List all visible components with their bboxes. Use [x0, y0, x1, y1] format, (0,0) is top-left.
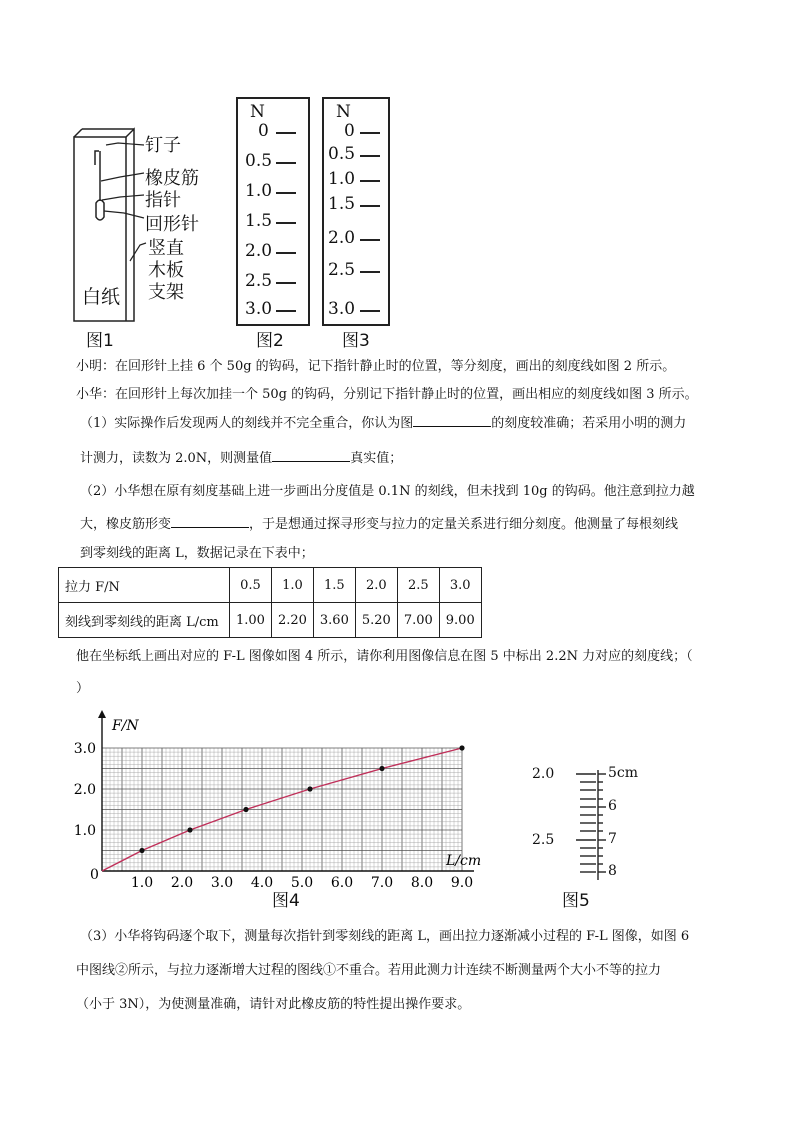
- q1-part-b: 的刻度较准确；若采用小明的测力: [491, 416, 687, 431]
- y-tick-label: 2.0: [73, 782, 96, 798]
- data-table: [58, 567, 482, 638]
- fig2-tick-line: [276, 282, 296, 284]
- x-tick-label: 8.0: [410, 875, 434, 891]
- fig2-tick-line: [276, 222, 296, 224]
- xiaoming-text: 小明：在回形针上挂 6 个 50g 的钩码，记下指针静止时的位置，等分刻度，画出的刻度线如图 2 所示。: [76, 359, 676, 374]
- fig5-caption: 图5: [562, 891, 590, 911]
- table-cell: 5.20: [355, 603, 397, 638]
- xiaohua-text: 小华：在回形针上每次加挂一个 50g 的钩码，分别记下指针静止时的位置，画出相应的刻度线如图 3 所示。: [76, 387, 698, 402]
- fig1-caption: 图1: [86, 331, 114, 351]
- fig2-unit: N: [250, 102, 265, 122]
- fig2-tick: 2.5: [245, 271, 273, 291]
- question-2-line-3: 到零刻线的距离 L，数据记录在下表中；: [80, 546, 314, 561]
- fig2-tick: 3.0: [245, 299, 273, 319]
- table-cell: 2.0: [355, 568, 397, 603]
- fig3-tick-line: [360, 155, 380, 157]
- data-point: [139, 848, 144, 853]
- fig2-tick-line: [276, 252, 296, 254]
- fig5-cm-7: 7: [608, 831, 617, 847]
- y-tick-label: 1.0: [73, 823, 96, 839]
- fig3-tick: 1.5: [328, 194, 356, 214]
- stand-label: 支架: [148, 282, 184, 302]
- table-cell: 1.0: [271, 568, 313, 603]
- fig3-tick-line: [360, 180, 380, 182]
- y-axis-label: F/N: [112, 718, 139, 734]
- y-axis-arrow: [98, 710, 106, 718]
- fig3-tick-line: [360, 310, 380, 312]
- q2-part-b: 大，橡皮筋形变: [80, 517, 172, 532]
- fig2-tick: 1.0: [245, 181, 273, 201]
- figure-3-scale: [322, 97, 390, 326]
- vertical-label: 竖直: [148, 238, 184, 258]
- table-cell: 0.5: [230, 568, 272, 603]
- fig3-tick-line: [360, 239, 380, 241]
- data-point: [459, 745, 464, 750]
- q2-part-c: ，于是想通过探寻形变与拉力的定量关系进行细分刻度。他测量了每根刻线: [249, 517, 679, 532]
- fig3-tick: 3.0: [328, 299, 356, 319]
- table-head: 拉力 F/N: [59, 568, 230, 603]
- fig3-tick-line: [360, 271, 380, 273]
- table-cell: 1.00: [230, 603, 272, 638]
- fig2-tick-line: [276, 132, 296, 134]
- question-3-line-1: （3）小华将钩码逐个取下，测量每次指针到零刻线的距离 L，画出拉力逐渐减小过程的 F-L 图像，如图 6: [80, 929, 690, 944]
- table-head: 刻线到零刻线的距离 L/cm: [59, 603, 230, 638]
- question-2-line-1: （2）小华想在原有刻度基础上进一步画出分度值是 0.1N 的刻线，但未找到 10g 的钩码。他注意到拉力越: [80, 484, 695, 499]
- fig3-tick: 0.5: [328, 144, 356, 164]
- table-cell: 3.60: [313, 603, 355, 638]
- x-tick-label: 3.0: [210, 875, 234, 891]
- fig2-tick: 0: [258, 121, 269, 141]
- fig3-caption: 图3: [342, 331, 370, 351]
- fig3-unit: N: [336, 102, 351, 122]
- question-2-line-4: 他在坐标纸上画出对应的 F-L 图像如图 4 所示，请你利用图像信息在图 5 中标出 2.2N 力对应的刻度线；（: [76, 649, 693, 664]
- table-cell: 3.0: [439, 568, 481, 603]
- x-tick-label: 2.0: [170, 875, 194, 891]
- x-tick-label: 1.0: [130, 875, 154, 891]
- q1-part-d: 真实值；: [350, 451, 403, 466]
- fig3-tick: 1.0: [328, 169, 356, 189]
- fig2-tick: 1.5: [245, 211, 273, 231]
- data-point: [187, 827, 192, 832]
- question-1-line-1: [80, 414, 760, 433]
- fig3-tick-line: [360, 205, 380, 207]
- fig3-tick-line: [360, 132, 380, 134]
- data-point: [243, 807, 248, 812]
- x-tick-label: 9.0: [450, 875, 474, 891]
- table-cell: 2.20: [271, 603, 313, 638]
- answer-blank[interactable]: [272, 449, 350, 462]
- data-point: [307, 786, 312, 791]
- fig4-chart: [73, 708, 482, 908]
- fig5-cm-8: 8: [608, 863, 617, 879]
- table-row: [59, 603, 482, 638]
- q1-part-c: 计测力，读数为 2.0N，则测量值: [80, 451, 273, 466]
- fig3-tick: 2.0: [328, 228, 356, 248]
- pointer-label: 指针: [145, 190, 181, 210]
- question-2-line-2: [80, 515, 760, 534]
- fig2-tick: 0.5: [245, 151, 273, 171]
- fig5-cm-5: 5cm: [608, 765, 639, 781]
- question-1-line-2: [80, 449, 760, 468]
- q1-part-a: （1）实际操作后发现两人的刻线并不完全重合，你认为图: [80, 416, 414, 431]
- fig5-label-2-5: 2.5: [532, 832, 555, 848]
- table-cell: 9.00: [439, 603, 481, 638]
- table-row: [59, 568, 482, 603]
- fig2-tick-line: [276, 192, 296, 194]
- fig2-tick: 2.0: [245, 241, 273, 261]
- fig3-tick: 0: [344, 121, 355, 141]
- x-axis-label: L/cm: [446, 853, 482, 869]
- nail-label: 钉子: [145, 135, 181, 155]
- answer-blank[interactable]: [171, 515, 249, 528]
- fig5-label-2-0: 2.0: [532, 766, 555, 782]
- paper-label: 白纸: [82, 287, 121, 308]
- fig2-caption: 图2: [256, 331, 284, 351]
- table-cell: 1.5: [313, 568, 355, 603]
- question-3-line-3: （小于 3N），为使测量准确，请针对此橡皮筋的特性提出操作要求。: [76, 997, 471, 1012]
- fig4-caption: 图4: [272, 891, 300, 911]
- fig2-tick-line: [276, 310, 296, 312]
- table-cell: 2.5: [397, 568, 439, 603]
- answer-blank[interactable]: [413, 414, 491, 427]
- question-2-line-5: ）: [76, 681, 90, 696]
- fig5-cm-6: 6: [608, 798, 617, 814]
- table-cell: 7.00: [397, 603, 439, 638]
- x-tick-label: 6.0: [330, 875, 354, 891]
- fig3-tick: 2.5: [328, 260, 356, 280]
- data-point: [379, 766, 384, 771]
- figure-2-scale: [236, 97, 310, 326]
- rubber-band-label: 橡皮筋: [145, 168, 199, 188]
- x-tick-label: 7.0: [370, 875, 394, 891]
- board-label: 木板: [148, 260, 184, 280]
- x-tick-label: 4.0: [250, 875, 274, 891]
- fig2-tick-line: [276, 162, 296, 164]
- x-tick-label: 5.0: [290, 875, 314, 891]
- y-tick-label: 3.0: [73, 741, 96, 757]
- origin-label: 0: [90, 867, 99, 883]
- question-3-line-2: 中图线②所示，与拉力逐渐增大过程的图线①不重合。若用此测力计连续不断测量两个大小不等的拉力: [76, 963, 662, 978]
- paperclip-label: 回形针: [145, 214, 199, 234]
